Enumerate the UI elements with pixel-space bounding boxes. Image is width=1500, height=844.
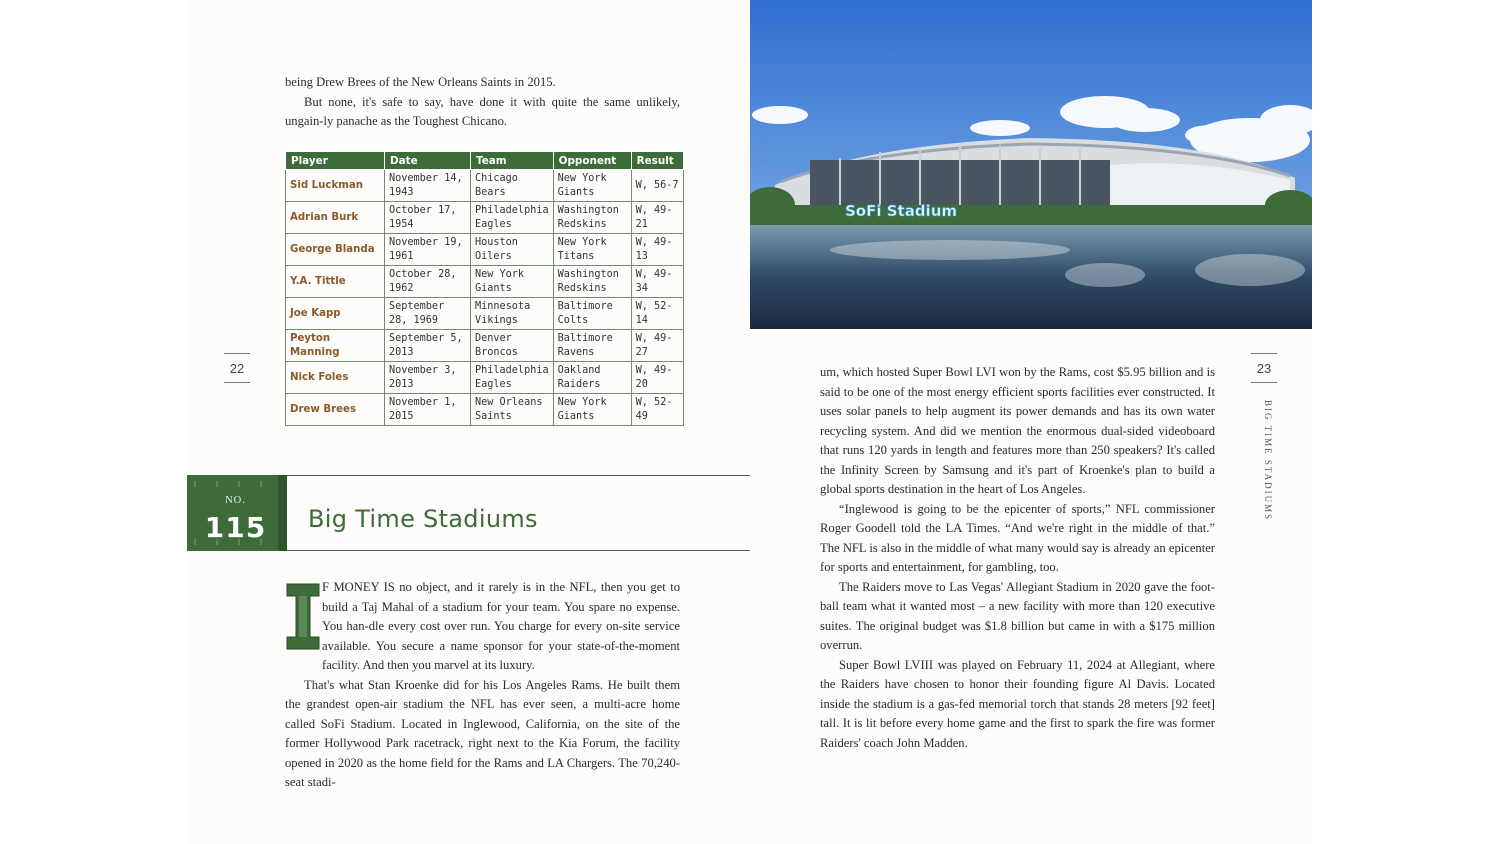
svg-text:I: I xyxy=(302,641,304,646)
opponent-cell: New York Giants xyxy=(553,394,631,426)
team-cell: New Orleans Saints xyxy=(471,394,554,426)
body-paragraph-2: That's what Stan Kroenke did for his Los Angeles Rams. He built them the grandest open-air stadium the NFL has ever seen, a multi-acre home called SoFi Stadium. Located in Inglewood, California, on the site of the former Hollywood Park racetrack, right next to the Kia Forum, the facility opened in 2020 as the home field for the Rams and LA Chargers. The 70,240-seat stadi- xyxy=(285,677,680,789)
right-paragraph-1: um, which hosted Super Bowl LVI won by the Rams, cost $5.95 billion and is said to be one of the most energy efficient sports facilities ever constructed. It uses solar panels to help augment its power demands and has its own water recycling system. And did we mention the enormous dual-sided videoboard that runs 120 yards in length and features more than 250 speakers? It's called the Infinity Screen by Samsung and it's part of Kroenke's plan to build a global sports destination in the heart of Los Angeles. xyxy=(820,365,1215,496)
table-header-date: Date xyxy=(385,152,471,170)
chapter-number-box xyxy=(187,475,284,551)
chapter-no-label: NO. xyxy=(225,495,246,506)
body-text-right xyxy=(820,363,1215,753)
intro-line-2: But none, it's safe to say, have done it with quite the same unlikely, ungain-ly panache as the Toughest Chicano. xyxy=(285,94,680,128)
table-row xyxy=(286,266,684,298)
intro-line-1: being Drew Brees of the New Orleans Saints in 2015. xyxy=(285,75,556,89)
table-header-player: Player xyxy=(286,152,385,170)
chapter-number: 115 xyxy=(204,511,267,544)
table-row xyxy=(286,170,684,202)
opponent-cell: New York Titans xyxy=(553,234,631,266)
player-cell: Joe Kapp xyxy=(286,298,385,330)
table-body xyxy=(286,170,684,426)
player-cell: George Blanda xyxy=(286,234,385,266)
body-text-left xyxy=(285,578,680,793)
page-number-left: 22 xyxy=(229,361,245,376)
date-cell: November 3, 2013 xyxy=(385,362,471,394)
chapter-divider xyxy=(284,475,287,551)
result-cell: W, 49-27 xyxy=(631,330,683,362)
date-cell: October 17, 1954 xyxy=(385,202,471,234)
table-row xyxy=(286,394,684,426)
team-cell: Minnesota Vikings xyxy=(471,298,554,330)
team-cell: Philadelphia Eagles xyxy=(471,202,554,234)
stadium-illustration xyxy=(750,0,1312,329)
date-cell: November 1, 2015 xyxy=(385,394,471,426)
player-cell: Adrian Burk xyxy=(286,202,385,234)
right-paragraph-2: “Inglewood is going to be the epicenter of sports,” NFL commissioner Roger Goodell told the LA Times. “And we're right in the middle of that.” The NFL is also in the middle of what many would say is already an epicenter for sports and entertainment, for gambling, too. xyxy=(820,501,1215,574)
table-header-result: Result xyxy=(631,152,683,170)
player-cell: Nick Foles xyxy=(286,362,385,394)
opponent-cell: New York Giants xyxy=(553,170,631,202)
stadium-sign: SoFi Stadium xyxy=(845,202,958,220)
page-number-right: 23 xyxy=(1256,361,1272,376)
right-paragraph-4: Super Bowl LVIII was played on February 11, 2024 at Allegiant, where the Raiders have chosen to honor their founding figure Al Davis. Located inside the stadium is a gas-fed memorial torch that stands 28 meters [92 feet] tall. It is lit before every home game and the first to spark the fire was former Raiders' coach John Madden. xyxy=(820,657,1215,750)
folio-rule-right-top xyxy=(1251,353,1277,354)
table-row xyxy=(286,234,684,266)
team-cell: Philadelphia Eagles xyxy=(471,362,554,394)
passing-touchdowns-table xyxy=(285,151,684,426)
opponent-cell: Washington Redskins xyxy=(553,266,631,298)
date-cell: November 14, 1943 xyxy=(385,170,471,202)
opponent-cell: Oakland Raiders xyxy=(553,362,631,394)
date-cell: September 28, 1969 xyxy=(385,298,471,330)
body-paragraph-1 xyxy=(285,578,680,676)
result-cell: W, 49-20 xyxy=(631,362,683,394)
chapter-heading xyxy=(187,475,750,551)
table-row xyxy=(286,362,684,394)
folio-rule-right-bottom xyxy=(1251,382,1277,383)
result-cell: W, 49-13 xyxy=(631,234,683,266)
opponent-cell: Baltimore Ravens xyxy=(553,330,631,362)
team-cell: Chicago Bears xyxy=(471,170,554,202)
table-row xyxy=(286,202,684,234)
result-cell: W, 52-14 xyxy=(631,298,683,330)
result-cell: W, 49-34 xyxy=(631,266,683,298)
table-header-row xyxy=(286,152,684,170)
team-cell: Denver Broncos xyxy=(471,330,554,362)
chapter-title: Big Time Stadiums xyxy=(308,505,538,533)
folio-rule-left-top xyxy=(224,353,250,354)
team-cell: New York Giants xyxy=(471,266,554,298)
date-cell: November 19, 1961 xyxy=(385,234,471,266)
player-cell: Drew Brees xyxy=(286,394,385,426)
body-paragraph-1-text: F MONEY IS no object, and it rarely is in the NFL, then you get to build a Taj Mahal of a stadium for your team. You spare no expense. You han-dle every cost over run. You charge for every on-site service available. You secure a name sponsor for your state-of-the-moment facility. And then you marvel at its luxury. xyxy=(322,580,680,672)
player-cell: Sid Luckman xyxy=(286,170,385,202)
intro-text xyxy=(285,73,680,132)
date-cell: October 28, 1962 xyxy=(385,266,471,298)
date-cell: September 5, 2013 xyxy=(385,330,471,362)
team-cell: Houston Oilers xyxy=(471,234,554,266)
player-cell: Y.A. Tittle xyxy=(286,266,385,298)
result-cell: W, 52-49 xyxy=(631,394,683,426)
result-cell: W, 56-7 xyxy=(631,170,683,202)
right-paragraph-3: The Raiders move to Las Vegas' Allegiant Stadium in 2020 gave the foot-ball team what it wanted most – a new facility with more than 120 executive suites. The original budget was $1.8 billion but came in with a $175 million overrun. xyxy=(820,579,1215,652)
result-cell: W, 49-21 xyxy=(631,202,683,234)
table-row xyxy=(286,330,684,362)
opponent-cell: Washington Redskins xyxy=(553,202,631,234)
table-row xyxy=(286,298,684,330)
table-header-team: Team xyxy=(471,152,554,170)
running-head: BIG TIME STADIUMS xyxy=(1263,400,1273,522)
opponent-cell: Baltimore Colts xyxy=(553,298,631,330)
player-cell: Peyton Manning xyxy=(286,330,385,362)
table-header-opponent: Opponent xyxy=(553,152,631,170)
sofi-stadium-photo xyxy=(750,0,1312,329)
folio-rule-left-bottom xyxy=(224,382,250,383)
